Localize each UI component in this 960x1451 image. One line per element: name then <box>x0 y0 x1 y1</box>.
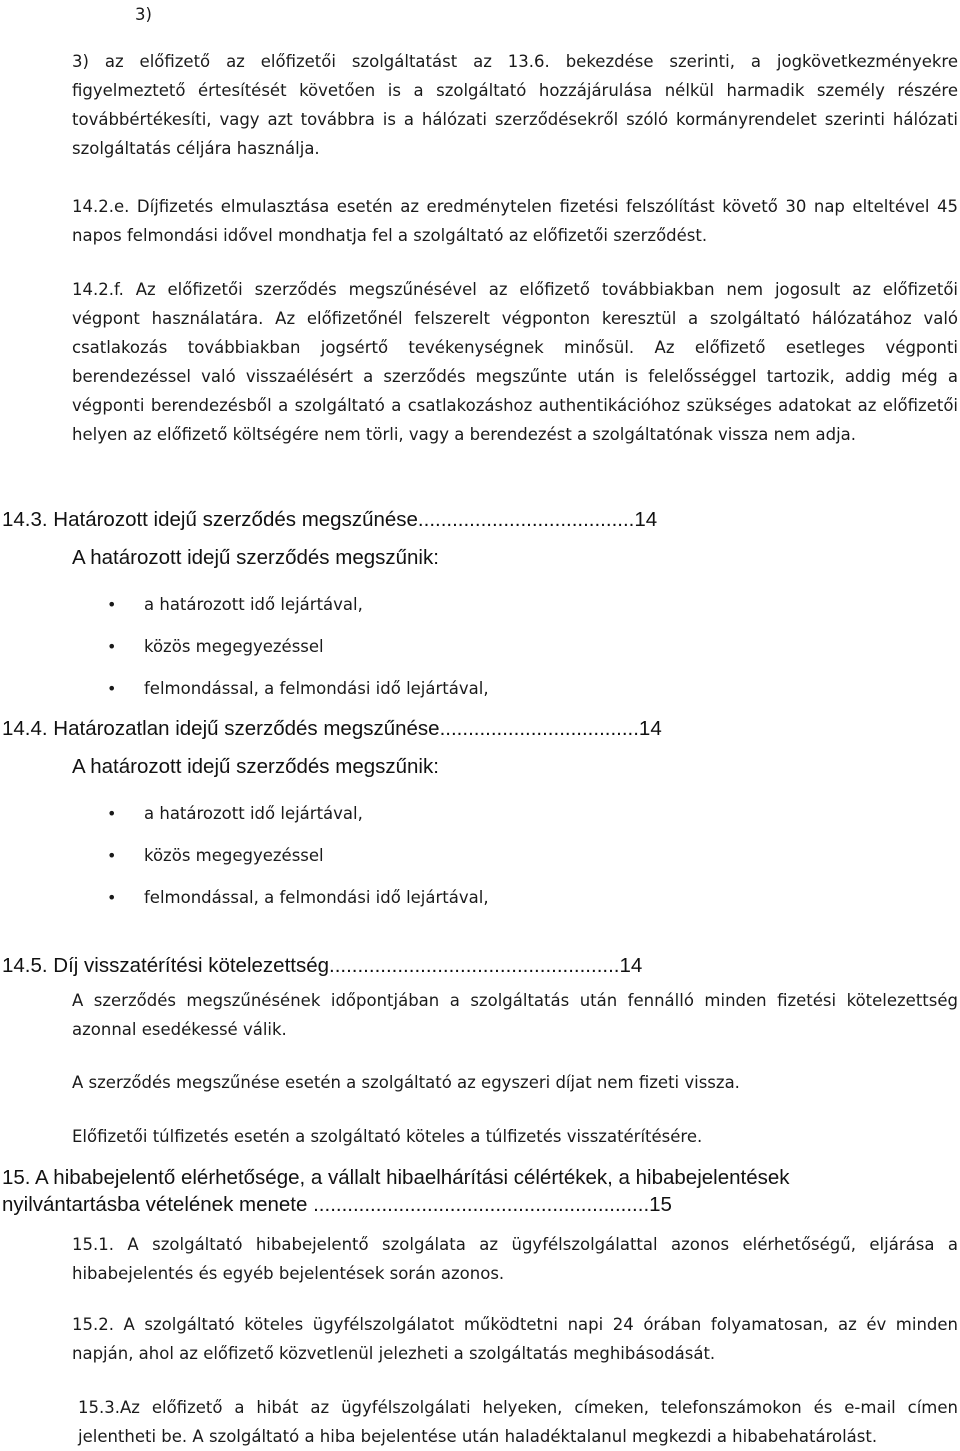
paragraph-3: 3) az előfizető az előfizetői szolgáltatást az 13.6. bekezdése szerinti, a jogkövetkezményekre figyelmeztető értesítését követően is a szolgáltató hozzájárulása nélkül harmadik személy részére továbbértékesíti, vagy azt továbbra is a hálózati szerződésekről szóló kormányrendelet szerinti hálózati szolgáltatás céljára használja. <box>72 52 958 158</box>
paragraph-14-5-3: Előfizetői túlfizetés esetén a szolgáltató köteles a túlfizetés visszatérítésére. <box>72 1127 703 1146</box>
bullet-icon: • <box>107 595 117 614</box>
section-heading-14-4: 14.4. Határozatlan idejű szerződés megszűnése...................................14 <box>2 717 662 740</box>
subheading-14-4: A határozott idejű szerződés megszűnik: <box>72 755 439 778</box>
list-item: • közös megegyezéssel <box>72 841 872 883</box>
list-item: • a határozott idő lejártával, <box>72 590 872 632</box>
subheading-14-3: A határozott idejű szerződés megszűnik: <box>72 546 439 569</box>
paragraph-14-5-1: A szerződés megszűnésének időpontjában a szolgáltatás után fennálló minden fizetési kötelezettség azonnal esedékessé válik. <box>72 991 958 1039</box>
list-item: • a határozott idő lejártával, <box>72 799 872 841</box>
page-top-label: 3) <box>135 5 152 24</box>
paragraph-15-1: 15.1. A szolgáltató hibabejelentő szolgálata az ügyfélszolgálattal azonos elérhetőségű, eljárása a hibabejelentés és egyéb bejelentések során azonos. <box>72 1235 958 1283</box>
section-heading-14-5: 14.5. Díj visszatérítési kötelezettség...................................................14 <box>2 954 643 977</box>
bullet-list-14-4 <box>72 799 872 925</box>
bullet-icon: • <box>107 637 117 656</box>
bullet-icon: • <box>107 888 117 907</box>
bullet-icon: • <box>107 679 117 698</box>
section-heading-15: 15. A hibabejelentő elérhetősége, a vállalt hibaelhárítási célértékek, a hibabejelentések nyilvántartásba vételének menete ...........................................................15 <box>2 1166 790 1216</box>
paragraph-15-3: 15.3.Az előfizető a hibát az ügyfélszolgálati helyeken, címeken, telefonszámokon és e-mail címen jelentheti be. A szolgáltató a hiba bejelentése után haladéktalanul megkezdi a hibabehatárolást. <box>78 1398 958 1446</box>
paragraph-15-2: 15.2. A szolgáltató köteles ügyfélszolgálatot működtetni napi 24 órában folyamatosan, az év minden napján, ahol az előfizető közvetlenül jelezheti a szolgáltatás meghibásodását. <box>72 1315 958 1363</box>
section-heading-14-3: 14.3. Határozott idejű szerződés megszűnése......................................14 <box>2 508 658 531</box>
bullet-list-14-3 <box>72 590 872 716</box>
paragraph-14-2-e: 14.2.e. Díjfizetés elmulasztása esetén az eredménytelen fizetési felszólítást követő 30 nap elteltével 45 napos felmondási idővel mondhatja fel a szolgáltató az előfizetői szerződést. <box>72 197 958 245</box>
paragraph-14-5-2: A szerződés megszűnése esetén a szolgáltató az egyszeri díjat nem fizeti vissza. <box>72 1073 740 1092</box>
list-item: • felmondással, a felmondási idő lejártával, <box>72 674 872 716</box>
list-item: • felmondással, a felmondási idő lejártával, <box>72 883 872 925</box>
paragraph-14-2-f: 14.2.f. Az előfizetői szerződés megszűnésével az előfizető továbbiakban nem jogosult az előfizetői végpont használatára. Az előfizetőnél felszerelt végponton keresztül a szolgáltató hálózatához való csatlakozás továbbiakban jogsértő tevékenységnek minősül. Az előfizető esetleges végponti berendezéssel való visszaélésért a szerződés megszűnte után is felelősséggel tartozik, addig még a végponti berendezésből a szolgáltató a csatlakozáshoz authentikációhoz szükséges adatokat az előfizetői helyen az előfizető költségére nem törli, vagy a berendezést a szolgáltatónak vissza nem adja. <box>72 280 958 444</box>
list-item: • közös megegyezéssel <box>72 632 872 674</box>
bullet-icon: • <box>107 804 117 823</box>
bullet-icon: • <box>107 846 117 865</box>
